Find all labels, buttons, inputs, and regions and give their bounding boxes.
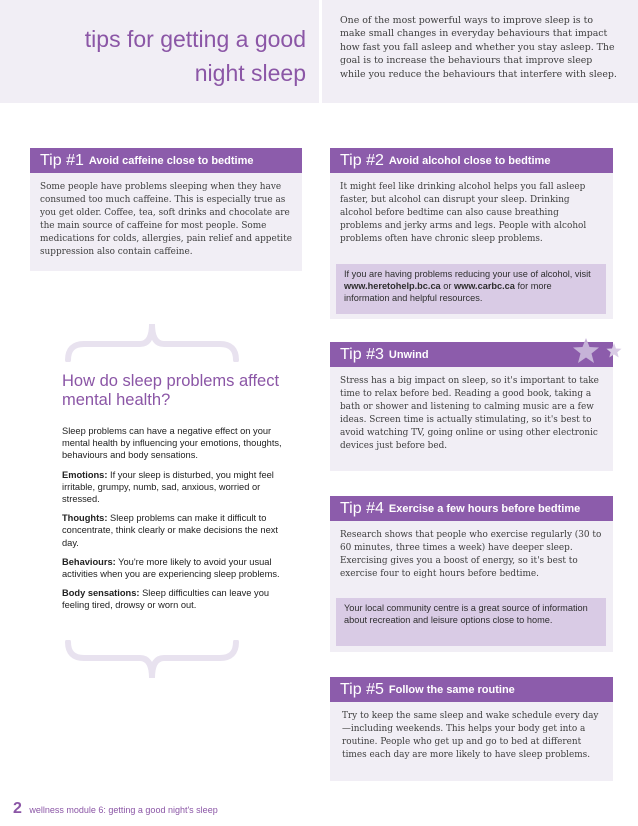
heretohelp-link[interactable]: www.heretohelp.bc.ca [344, 280, 441, 291]
tip3-label: Unwind [388, 348, 429, 361]
mental-health-text: Sleep problems can make it difficult to concentrate, think clearly or make decisions the next day. [62, 513, 279, 548]
tip3-body: Stress has a big impact on sleep, so it's important to take time to relax before bed. Reading a good book, taking a bath or shower and listening to calming music are a few ideas. Screen time is actually stimulating, so it's best to avoid watching TV, going online or using other electronic devices just before bed. [330, 367, 613, 471]
tip2-callout-pre: If you are having problems reducing your use of alcohol, visit [344, 269, 591, 279]
mental-health-text: If your sleep is disturbed, you might feel irritable, grumpy, numb, sad, anxious, worried or stressed. [62, 469, 274, 505]
tip4-body: Research shows that people who exercise regularly (30 to 60 minutes, three times a week) have deeper sleep. Exercising gives you a boost of energy, so it's best to exercise four to eight hours before bedtime. [340, 530, 602, 579]
page-title [30, 22, 306, 90]
tip2-header [330, 148, 613, 173]
mental-health-item [62, 587, 284, 611]
tip4-label: Exercise a few hours before bedtime [388, 502, 581, 515]
tip5-body: Try to keep the same sleep and wake schedule every day—including weekends. This helps your body get into a routine. People who get up and go to bed at different times each day are more likely to have sleep problems. [330, 702, 613, 781]
tip2-body: It might feel like drinking alcohol helps you fall asleep faster, but alcohol can disrupt your sleep. Drinking alcohol before bedtime can also cause breathing problems and jerky arms and legs. People with alcohol problems often have chronic sleep problems. [340, 182, 587, 244]
tip1-number: Tip #1 [40, 151, 84, 169]
footer-text: wellness module 6: getting a good night's sleep [29, 805, 218, 815]
page-title-line1: tips for getting a good [84, 26, 306, 52]
mental-health-item [62, 469, 284, 506]
top-brace-icon [62, 320, 242, 362]
mental-health-term: Emotions: [62, 469, 108, 480]
carbc-link[interactable]: www.carbc.ca [453, 280, 515, 291]
tip2-callout-or: or [440, 280, 454, 291]
tip4-callout: Your local community centre is a great source of information about recreation and leisure options close to home. [336, 598, 606, 646]
header-divider [319, 0, 322, 103]
mental-health-item [62, 512, 284, 549]
mental-health-term: Body sensations: [62, 588, 140, 599]
tip3-number: Tip #3 [340, 345, 384, 363]
footer [13, 800, 218, 818]
mental-health-text: You're more likely to avoid your usual activities when you are experiencing sleep problems. [62, 556, 280, 580]
tip1-body: Some people have problems sleeping when they have consumed too much caffeine. This is especially true as you get older. Coffee, tea, soft drinks and chocolate are the main source of caffeine for most people. Some medications for colds, allergies, pain relief and appetite suppression also contain caffeine. [30, 173, 302, 271]
mental-health-term: Behaviours: [62, 556, 116, 567]
page-title-line2: night sleep [194, 60, 306, 86]
tip5-label: Follow the same routine [388, 683, 515, 696]
tip2-label: Avoid alcohol close to bedtime [388, 154, 551, 167]
tip2-callout-post: for more information and helpful resources. [344, 280, 552, 303]
tip4-header [330, 496, 613, 521]
tip5-header [330, 677, 613, 702]
mental-health-term: Thoughts: [62, 513, 108, 524]
tip1-header [30, 148, 302, 173]
mental-health-intro: Sleep problems can have a negative effect on your mental health by influencing your emotions, thoughts, behaviours and body sensations. [62, 426, 282, 461]
tip4-number: Tip #4 [340, 499, 384, 517]
mental-health-item [62, 556, 284, 580]
intro-text: One of the most powerful ways to improve sleep is to make small changes in everyday behaviours that impact how fast you fall asleep and whether you stay asleep. The goal is to increase the behaviours that improve sleep while you reduce the behaviours that interfere with sleep. [340, 15, 617, 80]
mental-health-body [62, 425, 284, 619]
tip1-label: Avoid caffeine close to bedtime [88, 154, 254, 167]
tip5-number: Tip #5 [340, 680, 384, 698]
bottom-brace-icon [62, 640, 242, 682]
page-number: 2 [13, 800, 22, 817]
tip2-callout [336, 264, 606, 314]
mental-health-title: How do sleep problems affect mental health? [62, 372, 280, 409]
star-decoration-icon [570, 336, 626, 368]
tip2-number: Tip #2 [340, 151, 384, 169]
mental-health-text: Sleep difficulties can leave you feeling tired, drowsy or worn out. [62, 588, 270, 611]
